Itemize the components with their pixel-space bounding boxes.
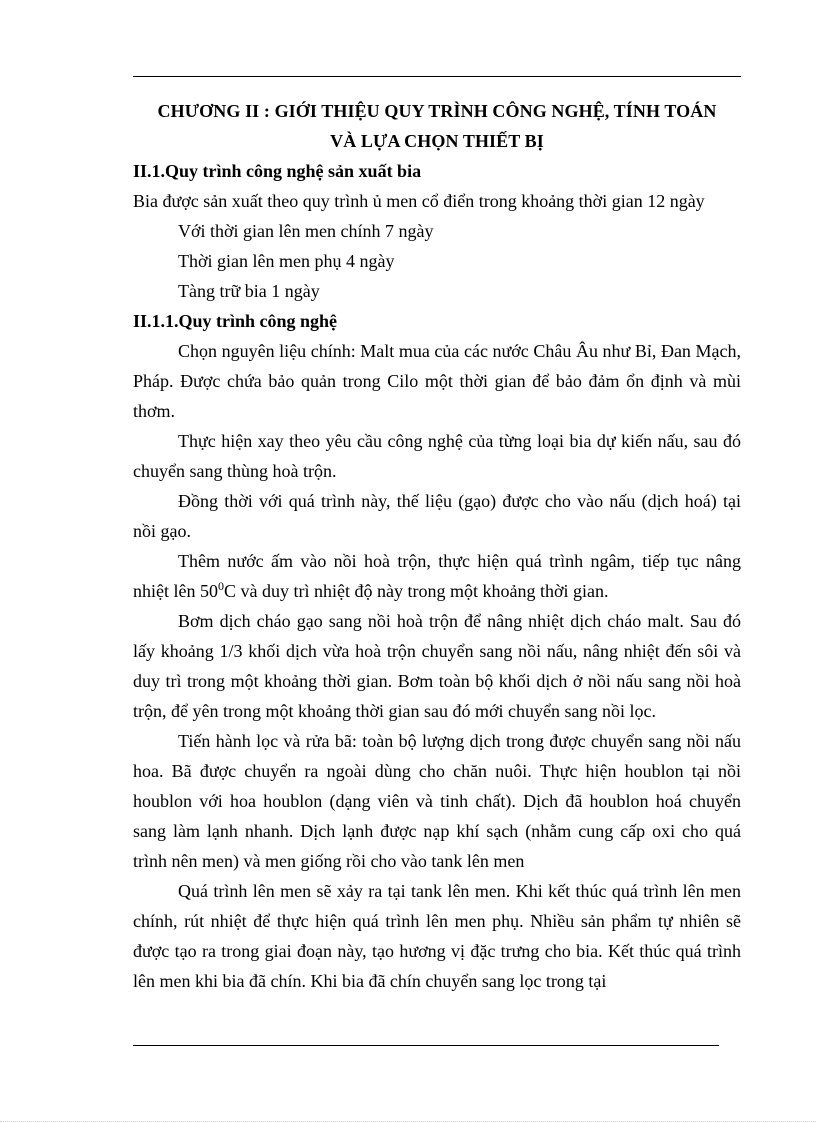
intro-paragraph: Bia được sản xuất theo quy trình ủ men cổ điển trong khoảng thời gian 12 ngày [133,191,705,211]
document-body [133,96,741,996]
list-item: Tàng trữ bia 1 ngày [178,281,320,301]
temp-text-before: Thêm nước ấm vào nồi hoà trộn, thực hiện quá trình ngâm, tiếp tục nâng nhiệt lên 50 [133,551,741,601]
paragraph: Đồng thời với quá trình này, thế liệu (gạo) được cho vào nấu (dịch hoá) tại nồi gạo. [133,491,741,541]
degree-superscript: 0 [217,579,224,593]
chapter-title-line-1: CHƯƠNG II : GIỚI THIỆU QUY TRÌNH CÔNG NGHỆ, TÍNH TOÁN [157,101,717,121]
temp-text-after: C và duy trì nhiệt độ này trong một khoảng thời gian. [223,581,609,601]
page-edge-dotted-line [0,1121,816,1122]
footer-rule [133,1045,719,1046]
paragraph: Thực hiện xay theo yêu cầu công nghệ của từng loại bia dự kiến nấu, sau đó chuyển sang thùng hoà trộn. [133,431,741,481]
section-heading-ii-1: II.1.Quy trình công nghệ sản xuất bia [133,161,422,181]
chapter-title [133,96,741,156]
list-item: Với thời gian lên men chính 7 ngày [178,221,434,241]
header-rule [133,76,741,77]
section-heading-ii-1-1: II.1.1.Quy trình công nghệ [133,311,338,331]
paragraph: Quá trình lên men sẽ xảy ra tại tank lên men. Khi kết thúc quá trình lên men chính, rút nhiệt để thực hiện quá trình lên men phụ. Nhiều sản phẩm tự nhiên sẽ được tạo ra trong giai đoạn này, tạo hương vị đặc trưng cho bia. Kết thúc quá trình lên men khi bia đã chín. Khi bia đã chín chuyển sang lọc trong tại [133,881,741,991]
temperature-paragraph [133,546,741,606]
paragraph: Tiến hành lọc và rửa bã: toàn bộ lượng dịch trong được chuyển sang nồi nấu hoa. Bã được chuyển ra ngoài dùng cho chăn nuôi. Thực hiện houblon tại nồi houblon với hoa houblon (dạng viên và tinh chất). Dịch đã houblon hoá chuyển sang làm lạnh nhanh. Dịch lạnh được nạp khí sạch (nhằm cung cấp oxi cho quá trình nên men) và men giống rồi cho vào tank lên men [133,731,741,871]
list-item: Thời gian lên men phụ 4 ngày [178,251,395,271]
paragraph: Bơm dịch cháo gạo sang nồi hoà trộn để nâng nhiệt dịch cháo malt. Sau đó lấy khoảng 1/3 khối dịch vừa hoà trộn chuyển sang nồi nấu, nâng nhiệt đến sôi và duy trì trong một khoảng thời gian. Bơm toàn bộ khối dịch ở nồi nấu sang nồi hoà trộn, để yên trong một khoảng thời gian sau đó mới chuyển sang nồi lọc. [133,611,741,721]
chapter-title-line-2: VÀ LỰA CHỌN THIẾT BỊ [330,131,544,151]
paragraph: Chọn nguyên liệu chính: Malt mua của các nước Châu Âu như Bỉ, Đan Mạch, Pháp. Được chứa bảo quản trong Cilo một thời gian để bảo đảm ổn định và mùi thơm. [133,341,741,421]
